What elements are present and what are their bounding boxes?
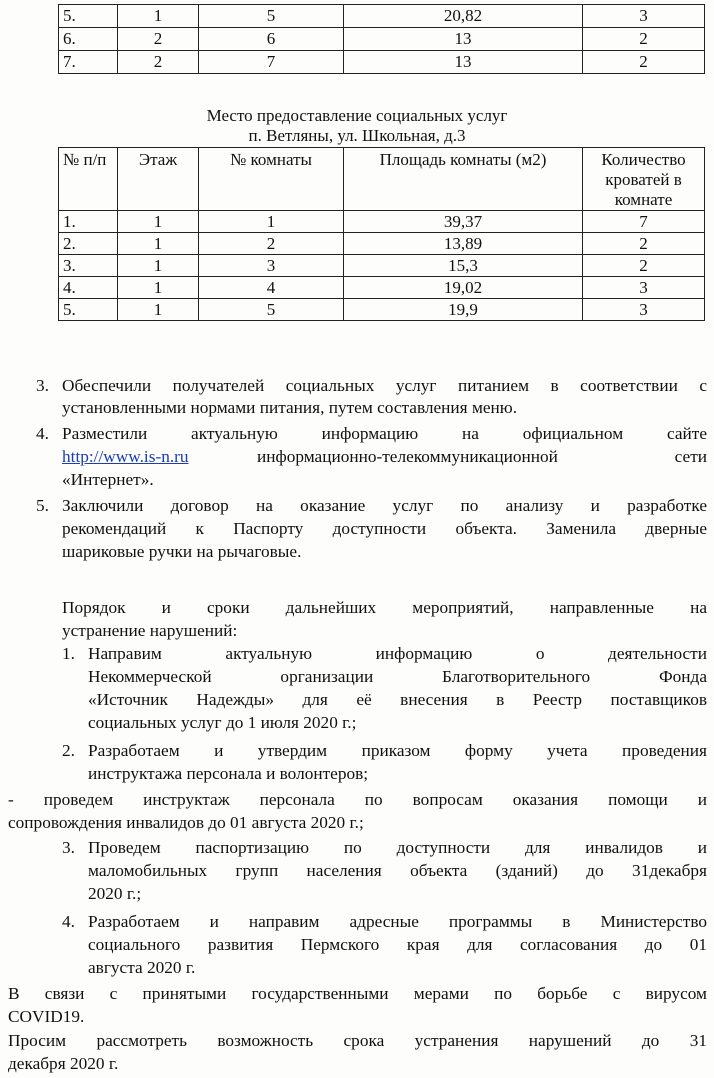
cell-floor: 1 — [118, 5, 199, 28]
cell-beds: 3 — [583, 277, 705, 299]
item-number: 4. — [36, 424, 49, 443]
header-floor: Этаж — [118, 148, 199, 211]
cell-area: 19,02 — [344, 277, 583, 299]
dash-line-2: сопровождения инвалидов до 01 августа 2020 г.; — [8, 813, 364, 832]
item-5-line-2: рекомендаций к Паспорту доступности объекта. Заменила дверные — [62, 519, 707, 538]
plan-2-line-1: Разработаем и утвердим приказом форму учета проведения — [88, 741, 707, 760]
table-row — [59, 299, 705, 321]
plan-1-line-1: Направим актуальную информацию о деятельности — [88, 644, 707, 663]
table-row — [59, 211, 705, 233]
item-number: 3. — [36, 376, 49, 395]
cell-beds: 3 — [583, 5, 705, 28]
location-caption-address: п. Ветляны, ул. Школьная, д.3 — [248, 126, 466, 145]
item-3-line-2: установленными нормами питания, путем составления меню. — [62, 398, 518, 417]
table-row — [59, 5, 705, 28]
website-link[interactable]: http://www.is-n.ru — [62, 447, 189, 466]
cell-beds: 2 — [583, 255, 705, 277]
cell-number: 3. — [59, 255, 118, 277]
cell-floor: 1 — [118, 255, 199, 277]
cell-area: 13,89 — [344, 233, 583, 255]
header-beds: Количество кроватей в комнате — [583, 148, 705, 211]
cell-floor: 1 — [118, 233, 199, 255]
cell-beds: 7 — [583, 211, 705, 233]
cell-number: 4. — [59, 277, 118, 299]
plan-intro-line-1: Порядок и сроки дальнейших мероприятий, направленные на — [62, 598, 707, 617]
closing-line-3: Просим рассмотреть возможность срока устранения нарушений до 31 — [8, 1031, 707, 1050]
cell-room: 5 — [199, 299, 344, 321]
item-4-line-2 — [62, 446, 707, 468]
plan-1-line-2: Некоммерческой организации Благотворительного Фонда — [88, 667, 707, 686]
cell-floor: 2 — [118, 28, 199, 51]
plan-4-line-1: Разработаем и направим адресные программы в Министерство — [88, 912, 707, 931]
item-4-line-3: «Интернет». — [62, 470, 154, 489]
table-row — [59, 28, 705, 51]
cell-number: 6. — [59, 28, 118, 51]
dash-line-1: - проведем инструктаж персонала по вопросам оказания помощи и — [8, 790, 707, 809]
cell-number: 1. — [59, 211, 118, 233]
plan-3-line-3: 2020 г.; — [88, 884, 142, 903]
plan-2-line-2: инструктажа персонала и волонтеров; — [88, 764, 369, 783]
closing-line-2: COVID19. — [8, 1007, 85, 1026]
cell-room: 2 — [199, 233, 344, 255]
cell-room: 3 — [199, 255, 344, 277]
item-5-line-3: шариковые ручки на рычаговые. — [62, 542, 302, 561]
plan-3-line-1: Проведем паспортизацию по доступности для инвалидов и — [88, 838, 707, 857]
table-row — [59, 51, 705, 74]
plan-1-line-3: «Источник Надежды» для её внесения в Реестр поставщиков — [88, 690, 707, 709]
plan-item-number: 4. — [62, 912, 75, 931]
cell-number: 7. — [59, 51, 118, 74]
cell-area: 19,9 — [344, 299, 583, 321]
closing-line-4: декабря 2020 г. — [8, 1054, 119, 1073]
item-4-line-2-rest: информационно-телекоммуникационной сети — [257, 447, 707, 466]
plan-3-line-2: маломобильных групп населения объекта (зданий) до 31декабря — [88, 861, 707, 880]
cell-room: 7 — [199, 51, 344, 74]
item-5-line-1: Заключили договор на оказание услуг по анализу и разработке — [62, 496, 707, 515]
item-3-line-1: Обеспечили получателей социальных услуг питанием в соответствии с — [62, 376, 707, 395]
table-header-row — [59, 148, 705, 211]
header-number: № п/п — [59, 148, 118, 211]
header-area: Площадь комнаты (м2) — [344, 148, 583, 211]
table-row — [59, 277, 705, 299]
cell-floor: 1 — [118, 277, 199, 299]
cell-floor: 2 — [118, 51, 199, 74]
plan-item-number: 3. — [62, 838, 75, 857]
cell-room: 4 — [199, 277, 344, 299]
cell-beds: 2 — [583, 28, 705, 51]
location-caption-title: Место предоставление социальных услуг — [206, 106, 508, 125]
cell-number: 2. — [59, 233, 118, 255]
cell-area: 39,37 — [344, 211, 583, 233]
cell-room: 1 — [199, 211, 344, 233]
plan-item-number: 2. — [62, 741, 75, 760]
cell-area: 15,3 — [344, 255, 583, 277]
closing-line-1: В связи с принятыми государственными мерами по борьбе с вирусом — [8, 984, 707, 1003]
table-row — [59, 255, 705, 277]
item-number: 5. — [36, 496, 49, 515]
table-row — [59, 233, 705, 255]
cell-beds: 3 — [583, 299, 705, 321]
header-room: № комнаты — [199, 148, 344, 211]
plan-4-line-3: августа 2020 г. — [88, 958, 196, 977]
plan-1-line-4: социальных услуг до 1 июля 2020 г.; — [88, 713, 357, 732]
cell-beds: 2 — [583, 233, 705, 255]
cell-room: 5 — [199, 5, 344, 28]
cell-beds: 2 — [583, 51, 705, 74]
plan-intro-line-2: устранение нарушений: — [62, 621, 238, 640]
plan-4-line-2: социального развития Пермского края для согласования до 01 — [88, 935, 707, 954]
item-4-line-1: Разместили актуальную информацию на официальном сайте — [62, 424, 707, 443]
plan-item-number: 1. — [62, 644, 75, 663]
cell-room: 6 — [199, 28, 344, 51]
cell-floor: 1 — [118, 211, 199, 233]
cell-floor: 1 — [118, 299, 199, 321]
rooms-table — [58, 147, 705, 321]
cell-number: 5. — [59, 5, 118, 28]
cell-area: 13 — [344, 51, 583, 74]
rooms-table-continued — [58, 4, 705, 74]
cell-number: 5. — [59, 299, 118, 321]
cell-area: 13 — [344, 28, 583, 51]
cell-area: 20,82 — [344, 5, 583, 28]
